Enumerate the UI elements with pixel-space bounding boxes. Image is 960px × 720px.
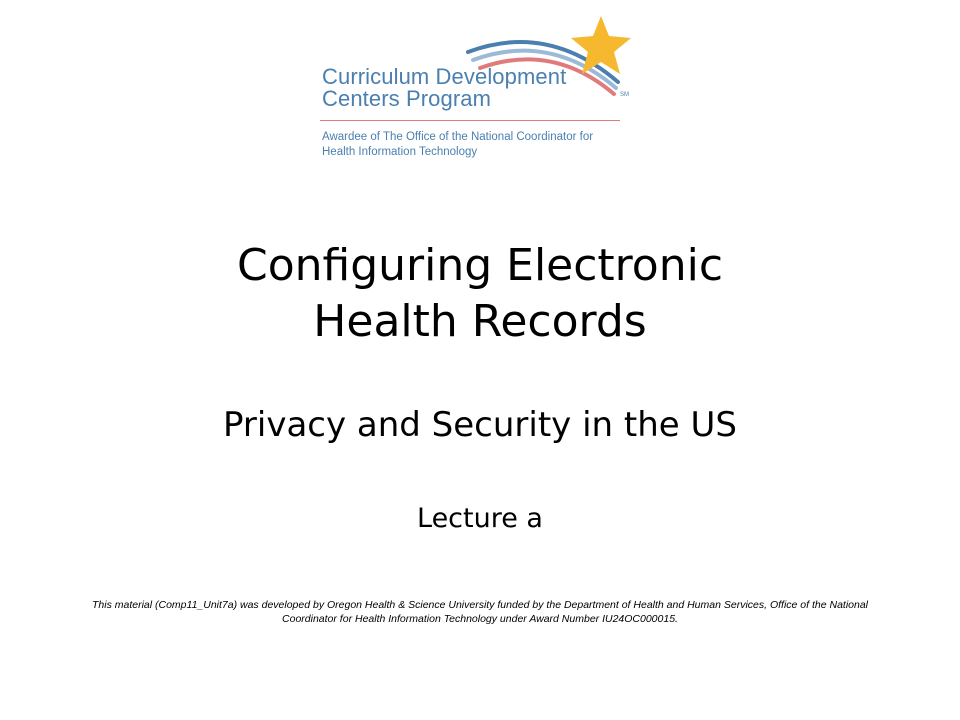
award-line-2: Health Information Technology (322, 146, 478, 158)
program-name-line-1: Curriculum Development (322, 64, 567, 89)
slide-title (0, 238, 960, 350)
funding-credit: This material (Comp11_Unit7a) was developed by Oregon Health & Science University funded by the Department of Health and Human Services, Office of the National Coordinator for Health Information Technology under Award Number IU24OC000015. (91, 599, 869, 625)
lecture-label: Lecture a (417, 503, 543, 534)
title-line-1: Configuring Electronic (236, 240, 724, 291)
service-mark: SM (620, 92, 629, 98)
award-text (322, 130, 593, 160)
program-name (322, 66, 566, 110)
logo-divider (320, 120, 620, 121)
program-logo (318, 12, 648, 167)
title-line-2: Health Records (313, 296, 647, 347)
program-name-line-2: Centers Program (322, 86, 492, 111)
slide-subtitle: Privacy and Security in the US (223, 405, 737, 445)
award-line-1: Awardee of The Office of the National Coordinator for (322, 131, 594, 143)
